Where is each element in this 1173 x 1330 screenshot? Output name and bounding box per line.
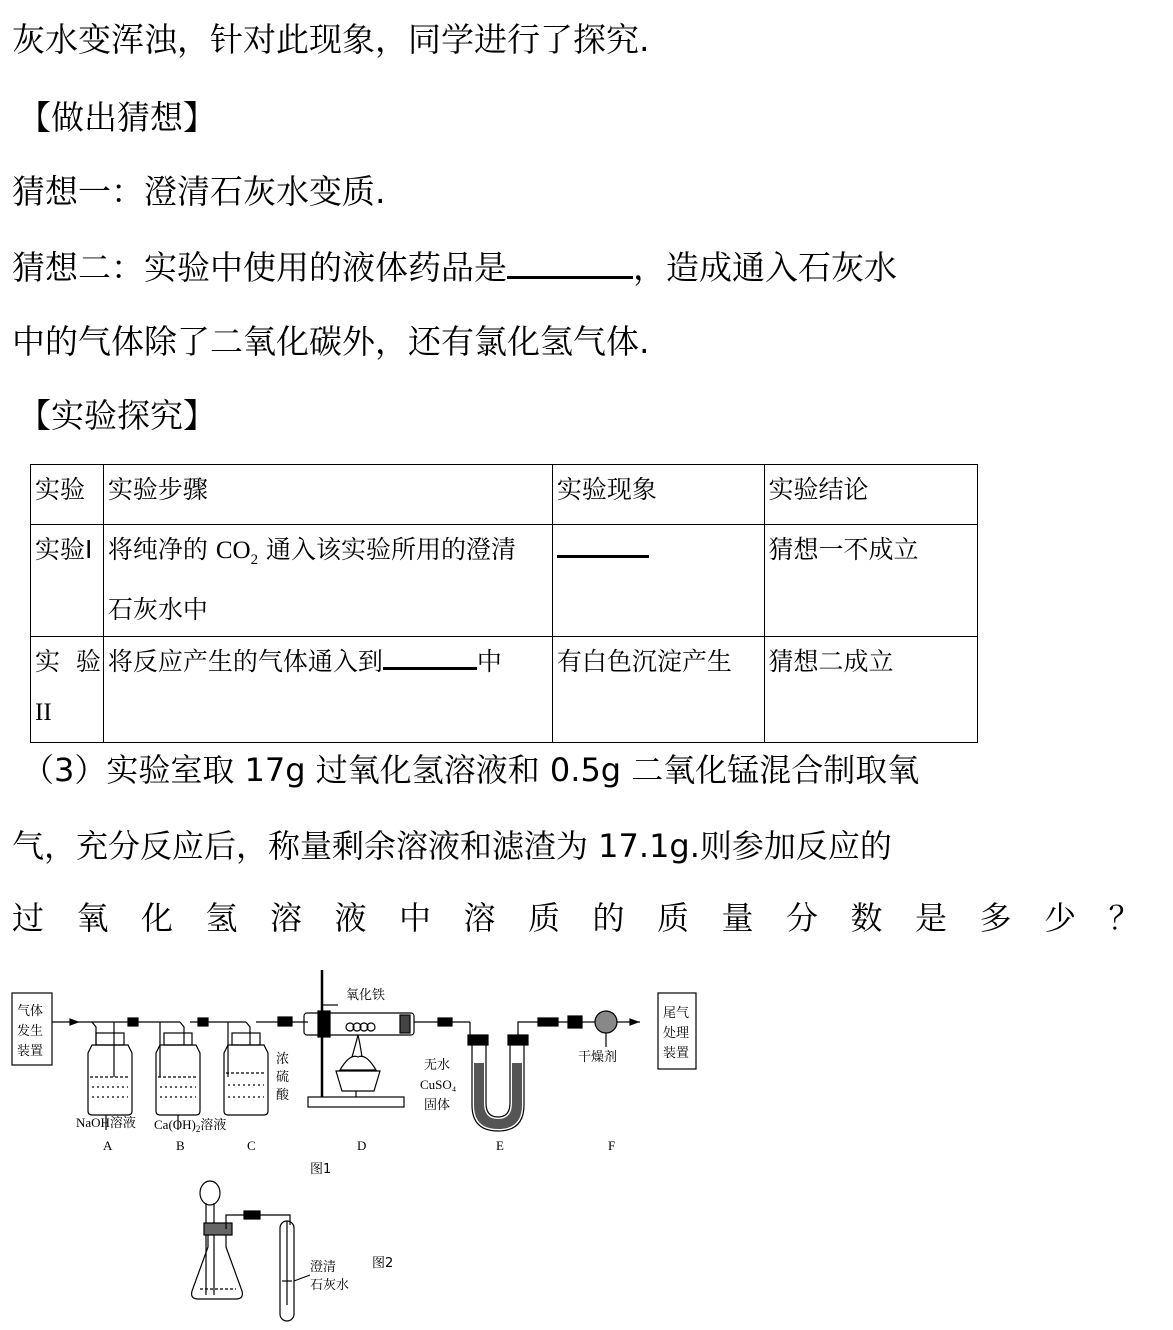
question-3-char: 质: [528, 899, 561, 937]
label-tail-box-2: 处理: [663, 1026, 690, 1041]
question-3-char: 氢: [205, 899, 238, 937]
letter-c: C: [247, 1138, 256, 1153]
row1-step: [103, 525, 552, 637]
label-gas-box-1: 气体: [17, 1004, 44, 1019]
label-gas-box-3: 装置: [17, 1044, 44, 1059]
question-3-char: 氧: [76, 899, 109, 937]
label-caoh2-sub: 2: [195, 1124, 201, 1134]
row2-name: [31, 637, 104, 743]
question-3-char: 溶: [463, 899, 496, 937]
heading-make-guess: 【做出猜想】: [18, 98, 216, 137]
label-desiccant: 干燥剂: [578, 1050, 618, 1065]
label-tail-box-1: 尾气: [663, 1006, 690, 1021]
header-conclusion: 实验结论: [764, 465, 977, 525]
question-3-char: ？: [1108, 899, 1141, 937]
row1-conclusion: 猜想一不成立: [764, 525, 977, 637]
question-3-char: 质: [657, 899, 690, 937]
question-3-char: 化: [141, 899, 174, 937]
label-cuso4-3: 固体: [424, 1098, 451, 1113]
figure-2-apparatus: [192, 1181, 310, 1321]
table-row: [31, 525, 978, 637]
question-3-char: 量: [721, 899, 754, 937]
header-steps: 实验步骤: [103, 465, 552, 525]
question-3-char: 是: [915, 899, 948, 937]
guess-two-text-2: ，造成通入石灰水: [633, 248, 897, 287]
guess-two: [12, 248, 897, 288]
answer-blank-phenomenon: [557, 533, 649, 558]
letter-f: F: [608, 1138, 616, 1153]
guess-two-continued: 中的气体除了二氧化碳外，还有氯化氢气体.: [12, 322, 650, 361]
question-3-line-2: 气，充分反应后，称量剩余溶液和滤渣为 17.1g.则参加反应的: [12, 827, 892, 865]
label-conc-acid-3: 酸: [276, 1088, 290, 1103]
guess-two-text-1: 猜想二：实验中使用的液体药品是: [12, 248, 507, 287]
figure-1-caption: 图1: [310, 1162, 332, 1177]
row1-step-text-2: 通入该实验所用的澄清: [258, 535, 517, 564]
letter-e: E: [496, 1138, 504, 1153]
bottle-c: [224, 1033, 268, 1115]
label-caoh2-solution: 溶液: [200, 1117, 227, 1132]
answer-blank-liquid: [507, 248, 633, 279]
question-3-char: 数: [850, 899, 883, 937]
figure-1-apparatus: [0, 965, 992, 1325]
question-3-char: 分: [786, 899, 819, 937]
question-3-char: 中: [399, 899, 432, 937]
label-gas-box-2: 发生: [17, 1024, 44, 1039]
header-phenomenon: 实验现象: [552, 465, 764, 525]
letter-b: B: [176, 1138, 185, 1153]
row2-step: [103, 637, 552, 743]
label-caoh2-text: Ca(OH): [154, 1117, 196, 1132]
row1-step-text-1: 将纯净的: [107, 535, 216, 564]
paragraph-line-1: 灰水变浑浊，针对此现象，同学进行了探究.: [12, 20, 650, 59]
label-limewater-2: 石灰水: [310, 1278, 350, 1293]
row2-step-text-2: 中: [476, 647, 502, 676]
label-iron-oxide: 氧化铁: [346, 988, 386, 1003]
row1-co2: CO: [215, 537, 251, 564]
question-3-line-3: [12, 898, 1173, 938]
u-tube-e: [468, 1018, 568, 1131]
drying-tube-f: [568, 1011, 640, 1047]
label-cuso4-1: 无水: [424, 1058, 451, 1073]
row2-step-text-1: 将反应产生的气体通入到: [107, 647, 383, 676]
row2-conclusion: 猜想二成立: [764, 637, 977, 743]
question-3-char: 过: [12, 899, 45, 937]
label-tail-box-3: 装置: [663, 1046, 690, 1061]
label-cuso4-2: CuSO₄: [420, 1077, 457, 1092]
question-3-char: 多: [979, 899, 1012, 937]
letter-a: A: [103, 1138, 113, 1153]
figure-2-caption: 图2: [372, 1256, 394, 1271]
header-experiment: 实验: [31, 465, 104, 525]
label-limewater-1: 澄清: [310, 1260, 337, 1275]
label-conc-acid-1: 浓: [276, 1052, 290, 1067]
question-3-char: 少: [1044, 899, 1077, 937]
row1-step-text-3: 石灰水中: [107, 595, 208, 624]
answer-blank-reagent: [383, 645, 477, 670]
row2-name-2: II: [35, 699, 52, 726]
table-header-row: [31, 465, 978, 525]
question-3-char: 溶: [270, 899, 303, 937]
table-row: [31, 637, 978, 743]
heading-experiment: 【实验探究】: [18, 396, 216, 435]
question-3-char: 的: [592, 899, 625, 937]
experiment-table: [30, 464, 978, 743]
label-caoh2: [154, 1117, 226, 1134]
label-naoh: NaOH溶液: [76, 1115, 136, 1130]
row2-phenomenon: 有白色沉淀产生: [552, 637, 764, 743]
letter-d: D: [357, 1138, 367, 1153]
row1-name: 实验I: [31, 525, 104, 637]
row1-phenomenon: [552, 525, 764, 637]
row2-name-1: 实 验: [35, 647, 101, 676]
row1-co2-subscript: 2: [250, 552, 259, 568]
question-3-line-1: （3）实验室取 17g 过氧化氢溶液和 0.5g 二氧化锰混合制取氧: [22, 751, 920, 789]
bottle-b: [156, 1033, 200, 1130]
label-conc-acid-2: 硫: [276, 1070, 290, 1085]
guess-one: 猜想一：澄清石灰水变质.: [12, 172, 386, 211]
question-3-char: 液: [334, 899, 367, 937]
